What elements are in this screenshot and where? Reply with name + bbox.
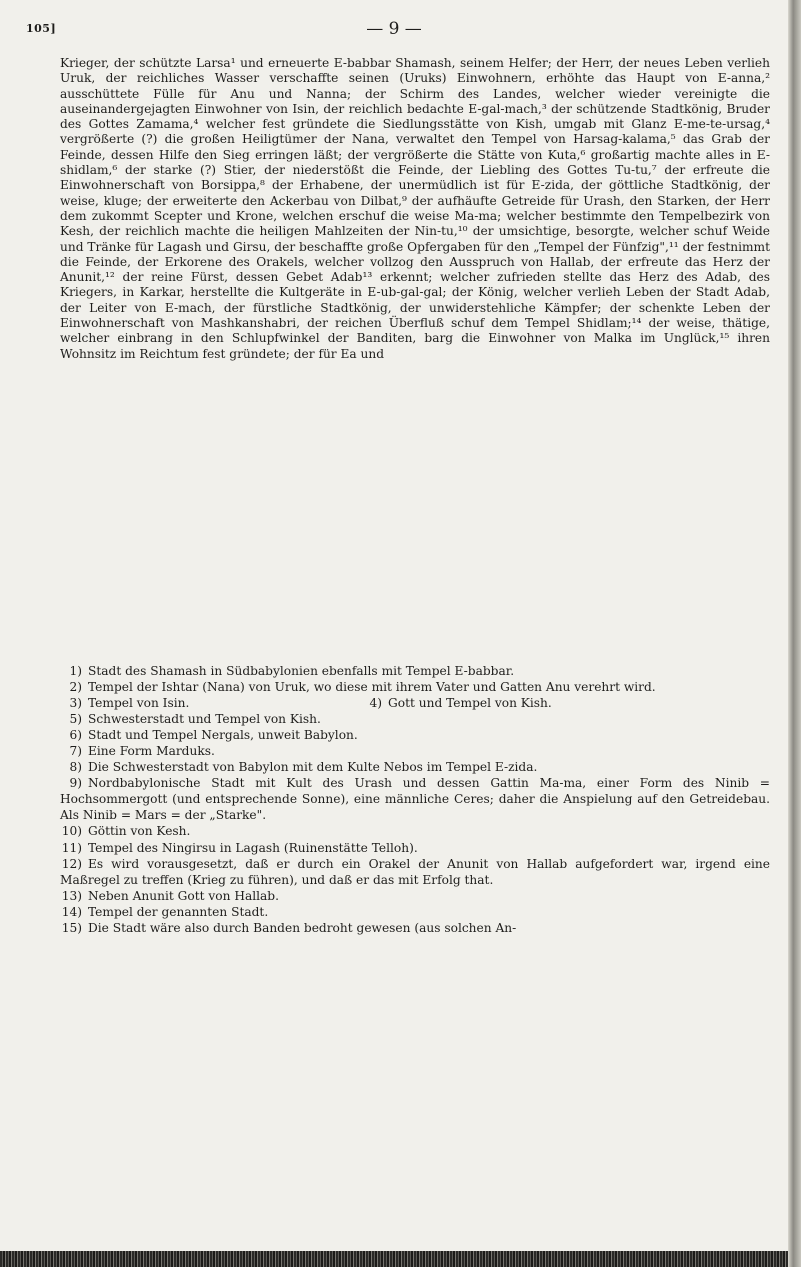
page-number: 105] — [26, 22, 57, 35]
scan-right-edge — [788, 0, 801, 1267]
footnote-8 — [60, 759, 770, 775]
footnote-15 — [60, 920, 770, 936]
footnote-13 — [60, 888, 770, 904]
footnote-text: Die Stadt wäre also durch Banden bedroht gewesen (aus solchen An- — [88, 920, 517, 935]
footnote-text: Tempel des Ningirsu in Lagash (Ruinenstätte Telloh). — [88, 840, 418, 855]
footnote-number: 7) — [69, 744, 82, 759]
footnote-11 — [60, 840, 770, 856]
page-header — [0, 19, 788, 42]
footnote-text: Tempel von Isin. — [88, 696, 190, 711]
footnote-number: 13) — [61, 888, 82, 903]
footnote-text: Gott und Tempel von Kish. — [388, 696, 552, 711]
footnote-10 — [60, 823, 770, 839]
footnote-text: Stadt des Shamash in Südbabylonien ebenfalls mit Tempel E-babbar. — [88, 664, 515, 678]
footnote-number: 8) — [69, 760, 82, 775]
footnote-2 — [60, 679, 770, 695]
footnote-text: Stadt und Tempel Nergals, unweit Babylon. — [88, 728, 358, 743]
footnote-9 — [60, 775, 770, 823]
footnote-number: 6) — [69, 728, 82, 743]
footnote-number: 3) — [69, 696, 82, 711]
footnote-number: 4) — [369, 696, 382, 711]
footnote-number: 15) — [61, 920, 82, 935]
body-paragraph: Krieger, der schützte Larsa¹ und erneuerte E-babbar Shamash, seinem Helfer; der Herr, der neues Leben verlieh Uruk, der reichliches Wasser verschaffte seinen (Uruks) Einwohnern, erhöhte das Haupt von E-anna,² ausschüttete Fülle für Anu und Nanna; der Schirm des Landes, welcher wieder vereinigte die auseinandergejagten Einwohner von Isin, der reichlich bedachte E-gal-mach,³ der schützende Stadtkönig, Bruder des Gottes Zamama,⁴ welcher fest gründete die Siedlungsstätte von Kish, umgab mit Glanz E-me-te-ursag,⁴ vergrößerte (?) die großen Heiligtümer der Nana, verwaltet den Tempel von Harsag-kalama,⁵ das Grab der Feinde, dessen Hilfe den Sieg erringen läßt; der vergrößerte die Stätte von Kuta,⁶ großartig machte alles in E-shidlam,⁶ der starke (?) Stier, der niederstößt die Feinde, der Liebling des Gottes Tu-tu,⁷ der erfreute die Einwohnerschaft von Borsippa,⁸ der Erhabene, der unermüdlich ist für E-zida, der göttliche Stadtkönig, der weise, kluge; der erweiterte den Ackerbau von Dilbat,⁹ der aufhäufte Getreide für Urash, den Starken, der Herr dem zukommt Scepter und Krone, welchen erschuf die weise Ma-ma; welcher bestimmte den Tempelbezirk von Kesh, der reichlich machte die heiligen Mahlzeiten der Nin-tu,¹⁰ der umsichtige, besorgte, welcher schuf Weide und Tränke für Lagash und Girsu, der beschaffte große Opfergaben für den „Tempel der Fünfzig",¹¹ der festnimmt die Feinde, der Erkorene des Orakels, welcher vollzog den Ausspruch von Hallab, der erfreute das Herz der Anunit,¹² der reine Fürst, dessen Gebet Adab¹³ erkennt; welcher zufrieden stellte das Herz des Adab, des Kriegers, in Karkar, herstellte die Kultgeräte in E-ub-gal-gal; der König, welcher verlieh Leben der Stadt Adab, der Leiter von E-mach, der fürstliche Stadtkönig, der unwiderstehliche Kämpfer; der schenkte Leben der Einwohnerschaft von Mashkanshabri, der reichen Überfluß schuf dem Tempel Shidlam;¹⁴ der weise, thätige, welcher einbrang in den Schlupfwinkel der Banditen, barg die Einwohner von Malka im Unglück,¹⁵ ihren Wohnsitz im Reichtum fest gründete; der für Ea und — [60, 56, 770, 361]
footnote-5 — [60, 711, 770, 727]
scan-bottom-edge — [0, 1251, 788, 1267]
footnote-14 — [60, 904, 770, 920]
footnote-number: 14) — [61, 904, 82, 919]
footnote-text: Eine Form Marduks. — [88, 744, 215, 759]
footnote-text: Göttin von Kesh. — [88, 824, 191, 839]
footnote-text: Neben Anunit Gott von Hallab. — [88, 888, 279, 903]
footnote-text: Tempel der genannten Stadt. — [88, 904, 269, 919]
footnote-number: 9) — [69, 776, 82, 791]
footnote-number: 11) — [61, 840, 82, 855]
footnote-text: Es wird vorausgesetzt, daß er durch ein Orakel der Anunit von Hallab aufgefordert war, irgend eine Maßregel zu treffen (Krieg zu führen), und daß er das mit Erfolg that. — [60, 856, 770, 887]
footnote-number: 5) — [69, 712, 82, 727]
footnote-6 — [60, 727, 770, 743]
main-text — [60, 56, 770, 362]
footnote-text: Die Schwesterstadt von Babylon mit dem Kulte Nebos im Tempel E-zida. — [88, 760, 538, 775]
footnote-text: Tempel der Ishtar (Nana) von Uruk, wo diese mit ihrem Vater und Gatten Anu verehrt wird. — [88, 680, 656, 695]
footnote-number: 1) — [69, 664, 82, 678]
footnote-number: 10) — [61, 824, 82, 839]
footnote-number: 2) — [69, 680, 82, 695]
footnote-3-4 — [60, 695, 770, 711]
footnote-number: 12) — [61, 856, 82, 871]
footnote-text: Nordbabylonische Stadt mit Kult des Urash und dessen Gattin Ma-ma, einer Form des Ninib = Hochsommergott (und entsprechende Sonne), eine männliche Ceres; daher die Anspielung auf den Getreidebau. Als Ninib = Mars = der „Starke". — [60, 776, 770, 823]
footnote-1 — [60, 663, 770, 679]
running-head: — 9 — — [366, 19, 422, 39]
footnote-text: Schwesterstadt und Tempel von Kish. — [88, 712, 321, 727]
footnotes — [60, 663, 770, 936]
footnote-7 — [60, 743, 770, 759]
footnote-12 — [60, 856, 770, 888]
